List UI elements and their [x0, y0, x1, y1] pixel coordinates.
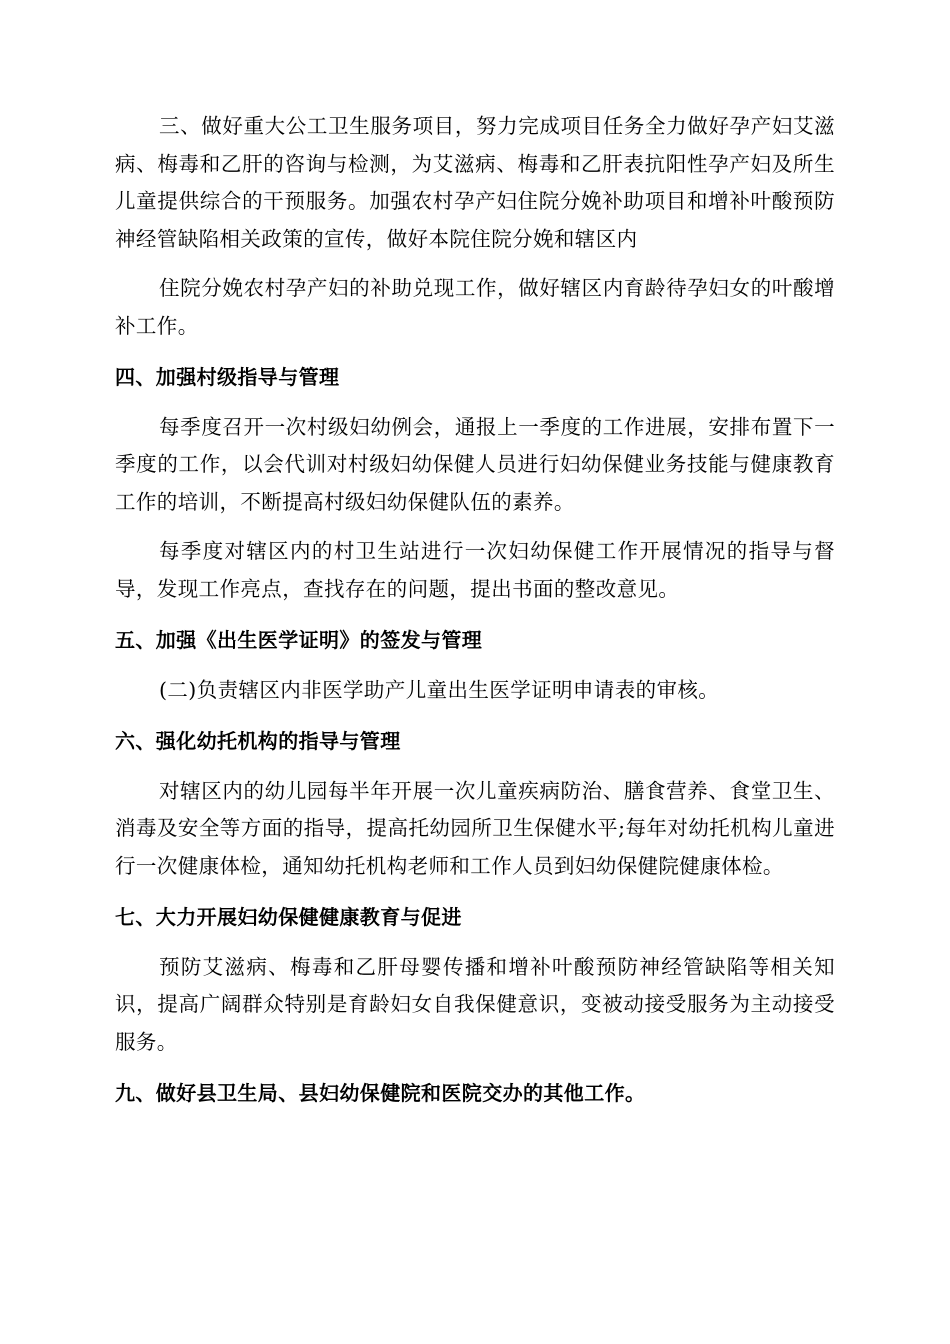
heading-childcare-institutions: 六、强化幼托机构的指导与管理 — [115, 729, 401, 753]
paragraph-quarterly-meeting: 每季度召开一次村级妇幼例会，通报上一季度的工作进展，安排布置下一季度的工作，以会代训对村级妇幼保健人员进行妇幼保健业务技能与健康教育工作的培训，不断提高村级妇幼保健队伍的素养。 — [115, 414, 835, 514]
paragraph-kindergarten-guidance: 对辖区内的幼儿园每半年开展一次儿童疾病防治、膳食营养、食堂卫生、消毒及安全等方面的指导，提高托幼园所卫生保健水平;每年对幼托机构儿童进行一次健康体检，通知幼托机构老师和工作人员到妇幼保健院健康体检。 — [115, 778, 835, 878]
heading-village-guidance: 四、加强村级指导与管理 — [115, 365, 340, 389]
paragraph-public-health-projects: 三、做好重大公工卫生服务项目，努力完成项目任务全力做好孕产妇艾滋病、梅毒和乙肝的咨询与检测，为艾滋病、梅毒和乙肝表抗阳性孕产妇及所生儿童提供综合的干预服务。加强农村孕产妇住院分娩补助项目和增补叶酸预防神经管缺陷相关政策的宣传，做好本院住院分娩和辖区内 — [115, 114, 835, 251]
paragraph-birth-certificate-review: (二)负责辖区内非医学助产儿童出生医学证明申请表的审核。 — [159, 677, 720, 702]
paragraph-quarterly-supervision: 每季度对辖区内的村卫生站进行一次妇幼保健工作开展情况的指导与督导，发现工作亮点，查找存在的问题，提出书面的整改意见。 — [115, 539, 835, 601]
paragraph-delivery-subsidy: 住院分娩农村孕产妇的补助兑现工作，做好辖区内育龄待孕妇女的叶酸增补工作。 — [115, 276, 835, 338]
paragraph-prevention-knowledge: 预防艾滋病、梅毒和乙肝母婴传播和增补叶酸预防神经管缺陷等相关知识，提高广阔群众特别是育龄妇女自我保健意识，变被动接受服务为主动接受服务。 — [115, 954, 835, 1054]
heading-birth-certificate: 五、加强《出生医学证明》的签发与管理 — [115, 628, 483, 652]
document-body — [115, 108, 835, 1113]
heading-health-education: 七、大力开展妇幼保健健康教育与促进 — [115, 905, 462, 929]
heading-other-tasks: 九、做好县卫生局、县妇幼保健院和医院交办的其他工作。 — [115, 1081, 646, 1105]
